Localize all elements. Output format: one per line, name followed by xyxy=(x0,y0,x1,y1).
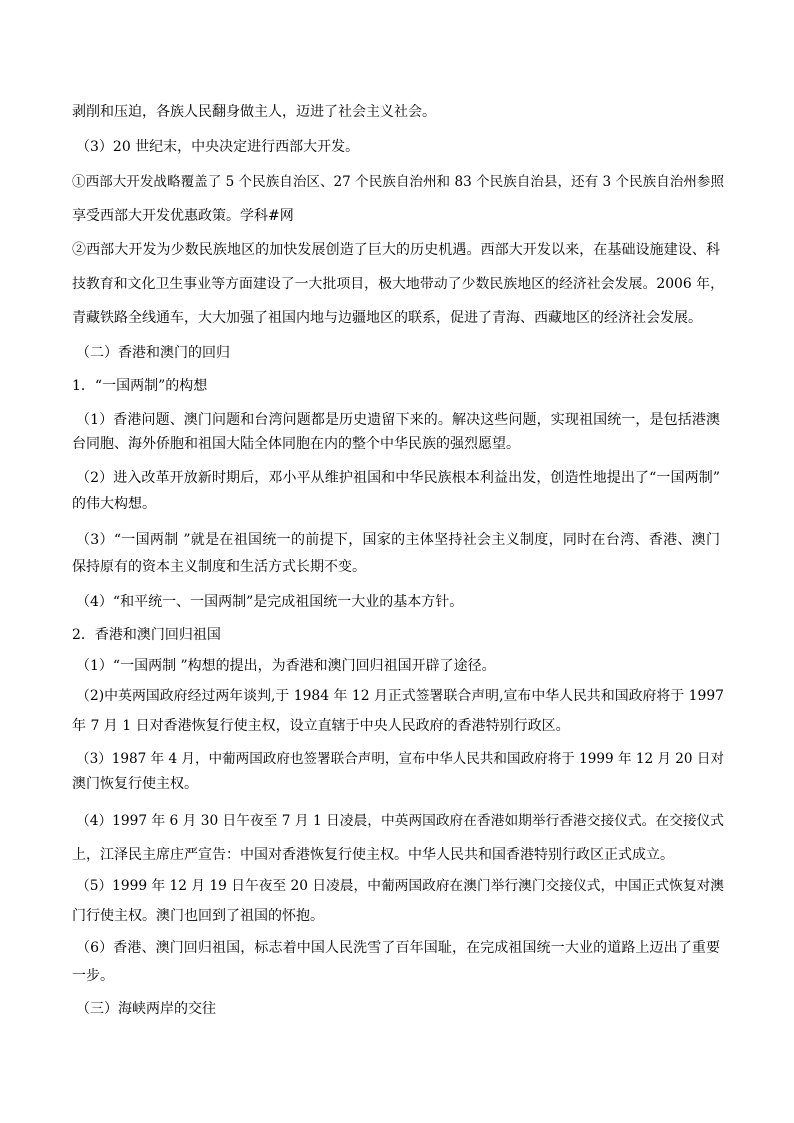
text-line: 年 7 月 1 日对香港恢复行使主权，设立直辖于中央人民政府的香港特别行政区。 xyxy=(72,718,570,734)
text-line: ②西部大开发为少数民族地区的加快发展创造了巨大的历史机遇。西部大开发以来，在基础设施建设、科 xyxy=(72,242,720,258)
text-line: 一步。 xyxy=(72,968,114,984)
text-line: 剥削和压迫，各族人民翻身做主人，迈进了社会主义社会。 xyxy=(72,104,436,120)
text-line: （3）20 世纪末，中央决定进行西部大开发。 xyxy=(76,139,360,155)
text-line: （3）“一国两制 ”就是在祖国统一的前提下，国家的主体坚持社会主义制度，同时在台湾、香港、澳门 xyxy=(76,532,720,548)
text-line: （4）“和平统一、一国两制”是完成祖国统一大业的基本方针。 xyxy=(76,594,464,610)
text-line: 保持原有的资本主义制度和生活方式长期不变。 xyxy=(72,559,366,575)
subsection-heading: 1．“一国两制”的构想 xyxy=(72,378,208,394)
text-line: （6）香港、澳门回归祖国，标志着中国人民洗雪了百年国耻，在完成祖国统一大业的道路上迈出了重要 xyxy=(76,940,720,956)
text-line: 青藏铁路全线通车，大大加强了祖国内地与边疆地区的联系，促进了青海、西藏地区的经济社会发展。 xyxy=(72,310,702,326)
text-line: （5）1999 年 12 月 19 日午夜至 20 日凌晨，中葡两国政府在澳门举行澳门交接仪式，中国正式恢复对澳 xyxy=(76,878,724,894)
text-line: 门行使主权。澳门也回到了祖国的怀抱。 xyxy=(72,908,324,924)
section-heading: （三）海峡两岸的交往 xyxy=(76,1001,216,1017)
section-heading: （二）香港和澳门的回归 xyxy=(76,345,230,361)
text-line: 的伟大构想。 xyxy=(72,496,156,512)
subsection-heading: 2．香港和澳门回归祖国 xyxy=(72,627,221,643)
text-line: （2）进入改革开放新时期后，邓小平从维护祖国和中华民族根本利益出发，创造性地提出了“一国两制” xyxy=(76,470,720,486)
text-line: （3）1987 年 4 月，中葡两国政府也签署联合声明，宣布中华人民共和国政府将于 1999 年 12 月 20 日对 xyxy=(76,751,724,767)
text-line: 台同胞、海外侨胞和祖国大陆全体同胞在内的整个中华民族的强烈愿望。 xyxy=(72,436,520,452)
text-line: 享受西部大开发优惠政策。学科#网 xyxy=(72,208,294,224)
text-line: （1）香港问题、澳门问题和台湾问题都是历史遗留下来的。解决这些问题，实现祖国统一，是包括港澳 xyxy=(76,412,720,428)
text-line: （4）1997 年 6 月 30 日午夜至 7 月 1 日凌晨，中英两国政府在香港如期举行香港交接仪式。在交接仪式 xyxy=(76,813,724,829)
text-line: （2)中英两国政府经过两年谈判,于 1984 年 12 月正式签署联合声明,宣布中华人民共和国政府将于 1997 xyxy=(76,688,724,704)
text-line: 技教育和文化卫生事业等方面建设了一大批项目，极大地带动了少数民族地区的经济社会发展。2006 年， xyxy=(72,276,724,292)
text-line: （1）“一国两制 ”构想的提出，为香港和澳门回归祖国开辟了途径。 xyxy=(76,658,496,674)
text-line: 澳门恢复行使主权。 xyxy=(72,776,198,792)
text-line: 上，江泽民主席庄严宣告：中国对香港恢复行使主权。中华人民共和国香港特别行政区正式成立。 xyxy=(72,847,674,863)
text-line: ①西部大开发战略覆盖了 5 个民族自治区、27 个民族自治州和 83 个民族自治县，还有 3 个民族自治州参照 xyxy=(72,174,724,190)
